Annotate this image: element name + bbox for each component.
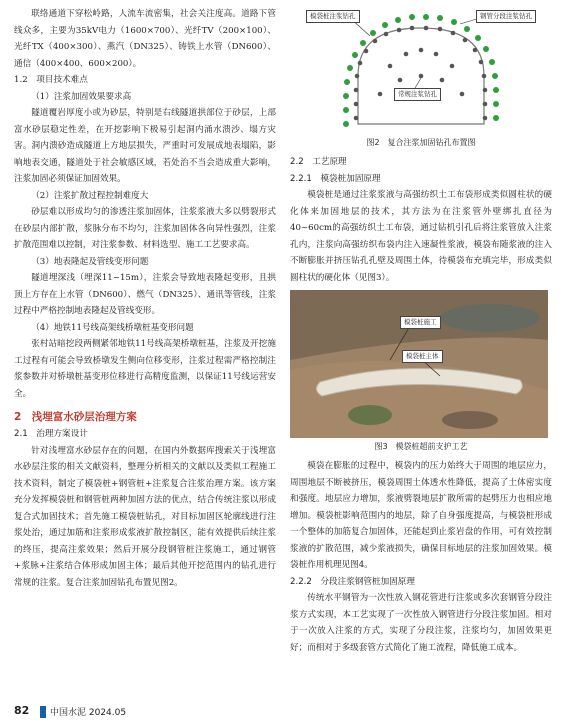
- figure-3-photo: [290, 290, 548, 438]
- paragraph-q2: 砂层难以形成均匀的渗透注浆加固体，注浆浆液大多以劈裂形式在砂层内部扩散，浆脉分布不均匀，注浆加固体各向异性强烈，注浆扩散范围难以控制，对注浆参数、材料选型、施工工艺要求高。: [14, 207, 276, 250]
- footer-accent-bar: [40, 706, 46, 718]
- paragraph-2-2-2: 传统水平钢管为一次性放入钢花管进行注浆或多次套钢管分段注浆方式实现，本工艺实现了一次性放入钢管进行分段注浆加固。相对于一次放入注浆的方式，实现了分段注浆，注浆均匀，加固效果更好；而相对于多级套管方式简化了施工流程，降低施工成本。: [290, 593, 552, 653]
- gray-boreholes: [354, 26, 488, 121]
- magazine-name: 中国水泥 2024.05: [50, 708, 127, 718]
- label-steel-pipe-borehole: 钢管分段注浆钻孔: [476, 10, 536, 23]
- heading-q3: （3）地表隆起及管线变形问题: [31, 256, 149, 267]
- paragraph-q1: 隧道覆岩厚度小或为砂层，特别是右线隧道拱部位于砂层，上部富水砂层稳定性差，在开挖影响下极易引起洞内涌水溃沙、塌方灾害。洞内溃砂造成隧道上方地层损失，严重时可发展成地表塌陷，影响地表交通，隧道处于社会敏感区域，若处治不当会造成重大影响，注浆加固必须保证加固效果。: [14, 108, 276, 184]
- figure-2-caption: 图2 复合注浆加固钻孔布置图: [366, 138, 476, 147]
- paragraph-pipelines: 联络通道下穿松岭路，人流车流密集，社会关注度高。道路下管线众多，主要为35kV电力（1600×700）、光纤TV（200×100）、光纤TX（400×300）、燕汽（DN325）、铸铁上水管（DN600）、通信（400×400、600×200）。: [14, 9, 276, 69]
- heading-1-2: 1.2 项目技术难点: [14, 75, 88, 85]
- paragraph-2-2-1: 模袋桩是通过注浆浆液与高强纺织土工布袋形成类似圆柱状的硬化体来加固地层的技术，其方法为在注浆管外壁绑扎直径为40~60cm的高强纺织土工布袋，通过钻机引孔后将注浆管放入注浆孔内，注浆向高强纺织布袋内注入速凝性浆液，模袋布随浆液的注入不断膨胀并挤压钻孔孔壁及周围土体，待模袋布充填完毕，形成类似圆柱状的硬化体（见图3）。: [290, 190, 552, 283]
- figure-3-caption: 图3 模袋桩超前支护工艺: [374, 442, 468, 451]
- heading-2-2: 2.2 工艺原理: [290, 157, 347, 167]
- heading-2-2-2: 2.2.2 分段注浆钢管桩加固原理: [290, 576, 415, 587]
- label-regular-borehole: 常规注浆钻孔: [394, 88, 441, 101]
- page-number: 82: [14, 704, 30, 717]
- heading-q1: （1）注浆加固效果要求高: [31, 91, 132, 102]
- right-column: [290, 6, 552, 656]
- bag-pile-photo-illustration: [290, 290, 548, 438]
- label-bag-pile-construction: 模袋桩施工: [400, 316, 441, 329]
- heading-2-1: 2.1 治理方案设计: [14, 429, 88, 439]
- paragraph-2-1: 针对浅埋富水砂层存在的问题，在国内外数据库搜索关于浅埋富水砂层注浆的相关文献资料，整理分析相关的文献以及类似工程施工技术资料，制定了模袋桩+钢管桩+注浆复合注浆治理方案。该方案充分发挥模袋桩和钢管桩两种加固方法的优点，结合传统注浆以形成复合式加固技术；首先施工模袋桩钻孔，对目标加固区轮廓线进行注浆处治，通过加筋和注浆形成浆液扩散控制区，能有效提供后续注浆的终压，提高注浆效果；然后开展分段钢管桩注浆施工，通过钢管+浆脉+注浆结合体形成加固主体；最后其他开挖范围内的钻孔进行常规的注浆。复合注浆加固钻孔布置见图2。: [14, 445, 276, 588]
- figure-2: [290, 6, 552, 134]
- green-boreholes: [343, 14, 499, 127]
- section-2-heading: 2 浅埋富水砂层治理方案: [14, 411, 137, 423]
- borehole-layout-diagram: [290, 6, 552, 134]
- label-bag-pile-body: 模袋桩主体: [402, 350, 443, 363]
- paragraph-2-2-1-mechanism: 模袋在膨胀的过程中，模袋内的压力始终大于周围的地层应力，周围地层不断被挤压，模袋周围土体透水性降低，提高了土体密实度和强度。地层应力增加，浆液劈裂地层扩散所需的起劈压力也相应地增加。模袋桩影响范围内的地层，除了自身强度提高，与模袋桩形成一个整体的加筋复合加固体，还能起到止浆岩盘的作用，可有效控制浆液的扩散范围，减少浆液损失，确保目标地层的注浆加固效果。模袋桩作用机理见图4。: [290, 461, 552, 570]
- paragraph-q3: 隧道埋深浅（埋深11~15m），注浆会导致地表隆起变形，且拱顶上方存在上水管（DN600）、燃气（DN325）、通讯等管线，注浆过程中严格控制地表隆起及管线变形。: [14, 273, 276, 316]
- heading-q2: （2）注浆扩散过程控制难度大: [31, 190, 149, 201]
- label-bag-pile-borehole: 模袋桩注浆钻孔: [306, 10, 360, 23]
- heading-2-2-1: 2.2.1 模袋桩加固原理: [290, 173, 381, 184]
- heading-q4: （4）地铁11号线高架线桥墩桩基变形问题: [31, 322, 194, 333]
- page-footer: [0, 700, 563, 724]
- left-column: [14, 6, 276, 591]
- paragraph-q4: 张村站暗挖段两侧紧邻地铁11号线高架桥墩桩基，注浆及开挖施工过程有可能会导致桥墩发生侧向位移变形，注浆过程需严格控制注浆参数并对桥墩桩基变形位移进行高精度监测，以保证11号线运营安全。: [14, 339, 276, 399]
